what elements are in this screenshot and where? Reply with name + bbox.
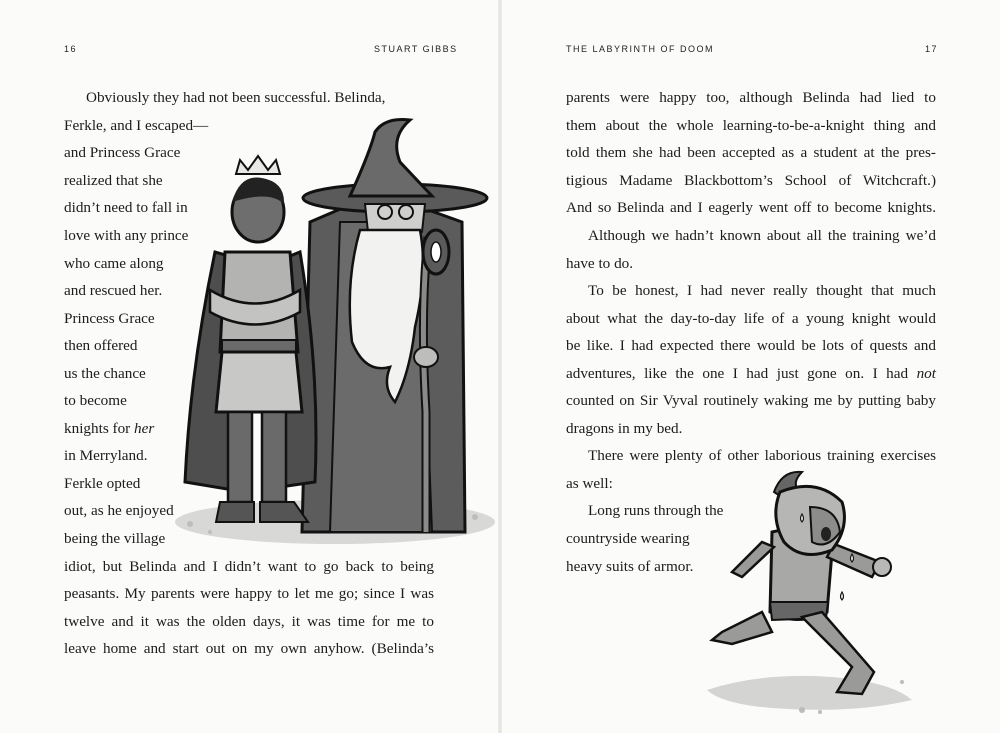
- text-line: to become: [64, 392, 127, 409]
- text-span: knights for: [64, 420, 135, 437]
- text-line: Ferkle, and I escaped—: [64, 117, 209, 134]
- text-line: realized that she: [64, 172, 163, 189]
- left-page: [0, 0, 498, 733]
- text-line: as well:: [566, 475, 613, 492]
- text-line: out, as he enjoyed: [64, 502, 174, 519]
- text-line: dragons in my bed.: [566, 420, 683, 437]
- text-line: There were plenty of other laborious training exercises: [588, 447, 936, 464]
- text-line: us the chance: [64, 365, 146, 382]
- text-line: twelve and it was the olden days, it was time for me to: [64, 613, 434, 630]
- running-head-title: THE LABYRINTH OF DOOM: [566, 44, 715, 54]
- text-line: about what the day-to-day life of a young knight would: [566, 310, 936, 327]
- italic-word: her: [134, 420, 155, 437]
- text-line: idiot, but Belinda and I didn’t want to go back to being: [64, 558, 434, 575]
- text-line: Ferkle opted: [64, 475, 141, 492]
- text-line: counted on Sir Vyval routinely waking me by putting baby: [566, 392, 936, 409]
- italic-word: not: [916, 365, 936, 382]
- text-line: them about the whole learning-to-be-a-knight thing and: [566, 117, 936, 134]
- text-line-with-italic: [64, 421, 154, 437]
- text-line: Although we hadn’t known about all the training we’d: [588, 227, 936, 244]
- page-number: 17: [925, 44, 939, 54]
- text-line: didn’t need to fall in: [64, 199, 188, 216]
- text-line: And so Belinda and I eagerly went off to become knights.: [566, 199, 936, 216]
- text-line: who came along: [64, 255, 164, 272]
- prince-and-wizard-illustration: [170, 112, 500, 552]
- text-line: leave home and start out on my own anyhow. (Belinda’s: [64, 640, 434, 657]
- running-knight-illustration: [702, 462, 932, 722]
- text-line: and Princess Grace: [64, 144, 181, 161]
- text-line-with-italic: [566, 366, 936, 382]
- text-span: adventures, like the one I had just gone on. I had: [566, 365, 917, 382]
- text-line: Princess Grace: [64, 310, 155, 327]
- text-line: be like. I had expected there would be lots of quests and: [566, 337, 936, 354]
- text-line: being the village: [64, 530, 166, 547]
- running-head-author: STUART GIBBS: [374, 44, 458, 54]
- text-line: love with any prince: [64, 227, 189, 244]
- page-number: 16: [64, 44, 78, 54]
- text-line: countryside wearing: [566, 530, 690, 547]
- text-line: in Merryland.: [64, 447, 148, 464]
- text-line: To be honest, I had never really thought that much: [588, 282, 936, 299]
- text-line: Obviously they had not been successful. Belinda,: [86, 89, 386, 106]
- text-line: Long runs through the: [588, 502, 724, 519]
- text-line: tigious Madame Blackbottom’s School of Witchcraft.): [566, 172, 936, 189]
- text-line: have to do.: [566, 255, 634, 272]
- text-line: then offered: [64, 337, 138, 354]
- text-line: and rescued her.: [64, 282, 163, 299]
- text-line: told them she had been accepted as a student at the pres-: [566, 144, 936, 161]
- text-line: parents were happy too, although Belinda had lied to: [566, 89, 936, 106]
- right-page: [502, 0, 1000, 733]
- text-line: heavy suits of armor.: [566, 558, 694, 575]
- text-line: peasants. My parents were happy to let me go; since I was: [64, 585, 434, 602]
